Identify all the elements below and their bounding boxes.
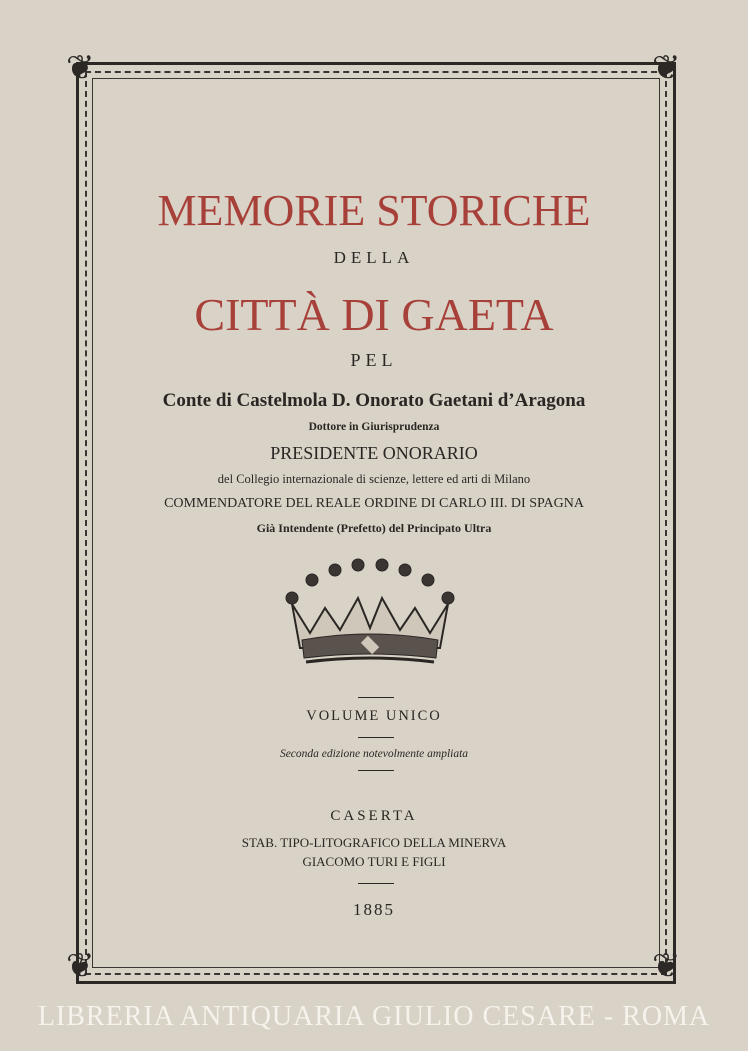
corner-ornament-icon: ❦ — [66, 948, 95, 985]
edition: Seconda edizione notevolmente ampliata — [279, 748, 469, 760]
corner-ornament-icon: ❦ — [652, 948, 681, 985]
city: CASERTA — [330, 808, 418, 824]
order: COMMENDATORE DEL REALE ORDINE DI CARLO III. DI SPAGNA — [164, 496, 584, 511]
divider — [358, 737, 394, 738]
year: 1885 — [353, 900, 395, 919]
title-line-2: CITTÀ DI GAETA — [194, 289, 554, 340]
pel: PEL — [350, 350, 398, 370]
title-della: DELLA — [333, 248, 415, 267]
author: Conte di Castelmola D. Onorato Gaetani d’Aragona — [162, 390, 586, 411]
volume: VOLUME UNICO — [306, 708, 442, 724]
divider — [358, 770, 394, 771]
divider — [358, 883, 394, 884]
watermark: LIBRERIA ANTIQUARIA GIULIO CESARE - ROMA — [37, 1001, 711, 1032]
corner-ornament-icon: ❦ — [652, 50, 681, 87]
title-line-1: MEMORIE STORICHE — [157, 186, 591, 235]
corner-ornament-icon: ❦ — [66, 50, 95, 87]
honor: PRESIDENTE ONORARIO — [270, 443, 478, 463]
divider — [358, 697, 394, 698]
publisher: GIACOMO TURI E FIGLI — [302, 854, 446, 869]
printer: STAB. TIPO-LITOGRAFICO DELLA MINERVA — [241, 835, 507, 850]
college: del Collegio internazionale di scienze, lettere ed arti di Milano — [217, 472, 531, 486]
former-title: Già Intendente (Prefetto) del Principato Ultra — [256, 521, 492, 535]
degree: Dottore in Giurisprudenza — [308, 421, 440, 433]
crown-icon — [280, 558, 460, 668]
